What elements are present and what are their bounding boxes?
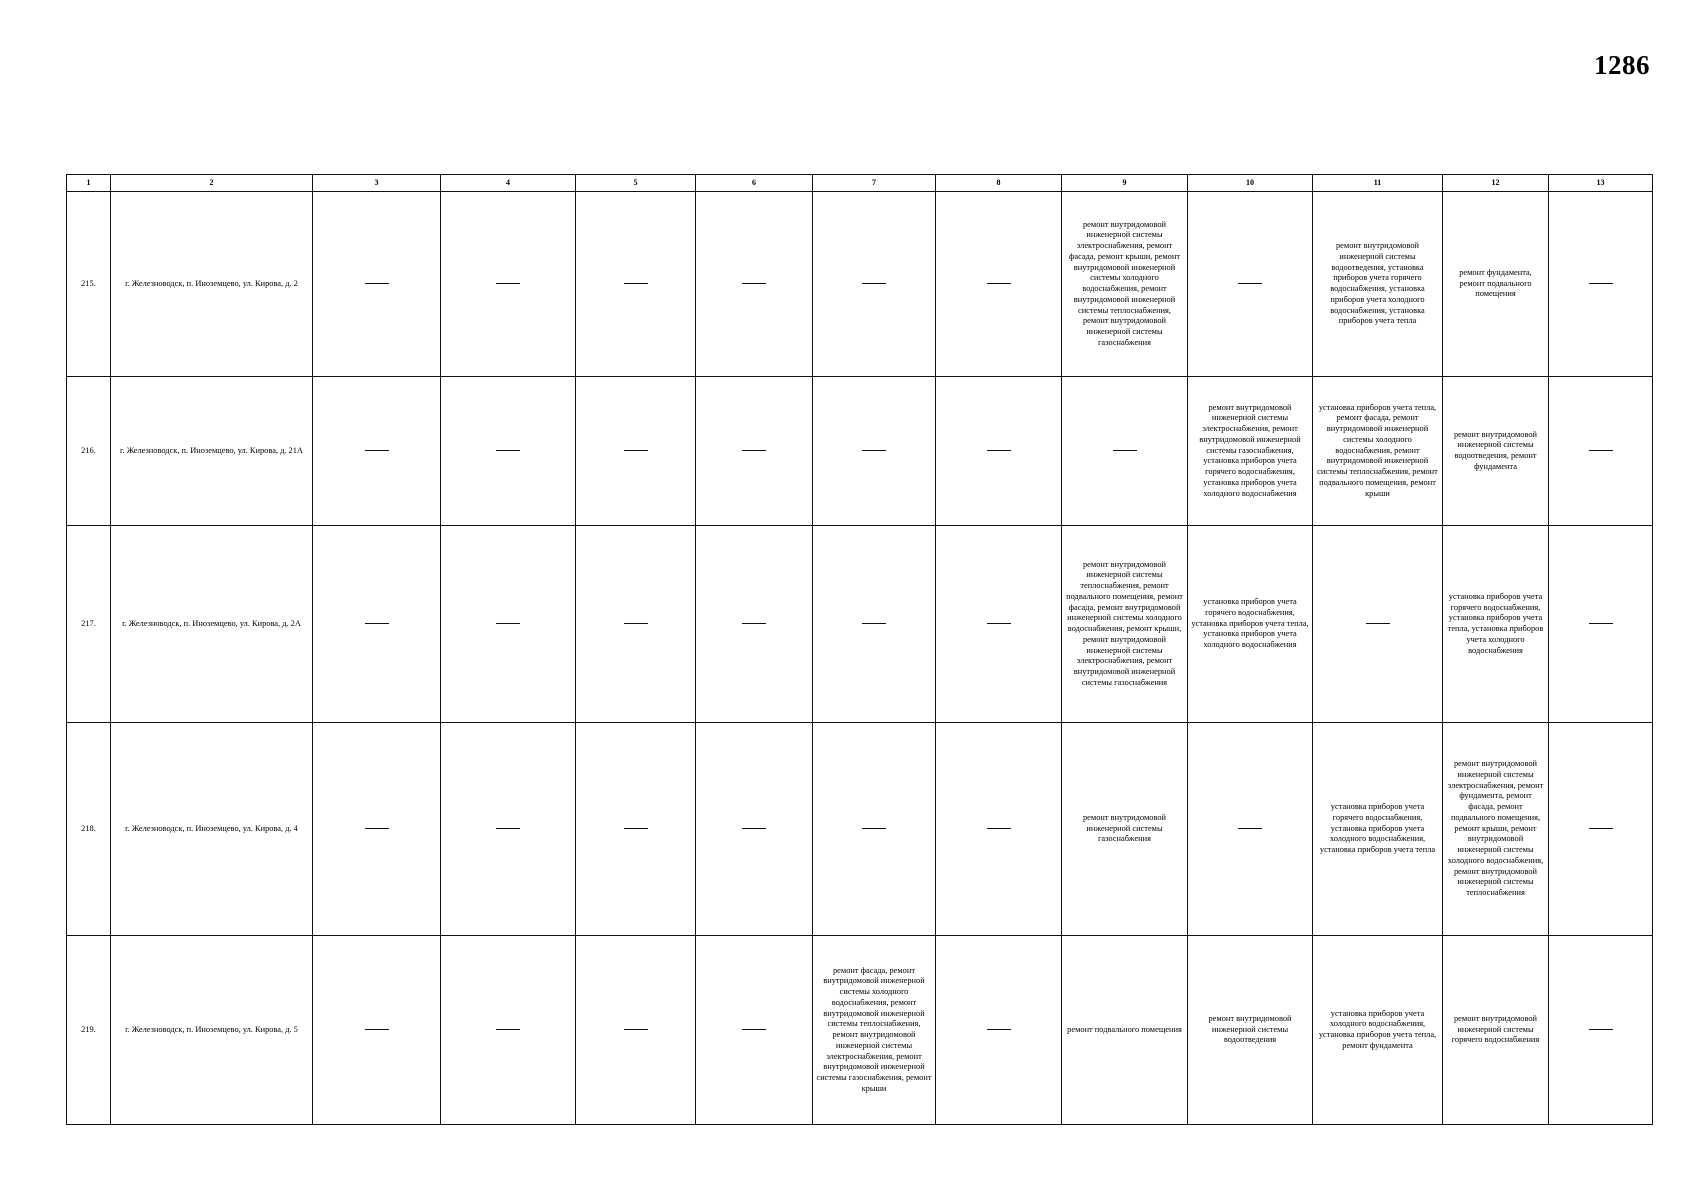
column-header-13: 13 bbox=[1549, 175, 1653, 192]
dash-mark bbox=[365, 623, 389, 625]
row-number: 217. bbox=[67, 526, 111, 723]
empty-cell bbox=[576, 936, 696, 1125]
empty-cell bbox=[1549, 936, 1653, 1125]
empty-cell bbox=[1549, 723, 1653, 936]
empty-cell bbox=[576, 723, 696, 936]
dash-mark bbox=[742, 623, 766, 625]
dash-mark bbox=[742, 283, 766, 285]
dash-mark bbox=[496, 1029, 520, 1031]
empty-cell bbox=[576, 377, 696, 526]
empty-cell bbox=[313, 526, 441, 723]
dash-mark bbox=[365, 828, 389, 830]
work-description-cell: ремонт внутридомовой инженерной системы электроснабжения, ремонт внутридомовой инженерной системы газоснабжения, установка приборов учета горячего водоснабжения, установка приборов учета холодного водоснабжения bbox=[1188, 377, 1313, 526]
empty-cell bbox=[1549, 377, 1653, 526]
address-cell: г. Железноводск, п. Иноземцево, ул. Кирова, д. 2 bbox=[111, 192, 313, 377]
work-description-cell: ремонт фундамента, ремонт подвального помещения bbox=[1443, 192, 1549, 377]
address-cell: г. Железноводск, п. Иноземцево, ул. Кирова, д. 21А bbox=[111, 377, 313, 526]
header-row bbox=[67, 175, 1653, 192]
work-description-cell: ремонт внутридомовой инженерной системы теплоснабжения, ремонт подвального помещения, ремонт фасада, ремонт внутридомовой инженерной системы холодного водоснабжения, ремонт крыши, ремонт внутридомовой инженерной системы электроснабжения, ремонт внутридомовой инженерной системы газоснабжения bbox=[1062, 526, 1188, 723]
dash-mark bbox=[496, 283, 520, 285]
empty-cell bbox=[813, 377, 936, 526]
dash-mark bbox=[987, 450, 1011, 452]
empty-cell bbox=[813, 723, 936, 936]
dash-mark bbox=[862, 623, 886, 625]
empty-cell bbox=[1188, 723, 1313, 936]
dash-mark bbox=[862, 828, 886, 830]
empty-cell bbox=[576, 526, 696, 723]
column-header-4: 4 bbox=[441, 175, 576, 192]
empty-cell bbox=[813, 526, 936, 723]
capital-repair-table bbox=[66, 174, 1653, 1125]
empty-cell bbox=[696, 526, 813, 723]
empty-cell bbox=[441, 526, 576, 723]
empty-cell bbox=[936, 936, 1062, 1125]
empty-cell bbox=[313, 723, 441, 936]
work-description-cell: ремонт внутридомовой инженерной системы электроснабжения, ремонт фасада, ремонт крыши, ремонт внутридомовой инженерной системы холодного водоснабжения, ремонт внутридомовой инженерной системы теплоснабжения, ремонт внутридомовой инженерной системы газоснабжения bbox=[1062, 192, 1188, 377]
column-header-2: 2 bbox=[111, 175, 313, 192]
dash-mark bbox=[987, 283, 1011, 285]
work-description-cell: ремонт внутридомовой инженерной системы водоотведения, установка приборов учета горячего водоснабжения, установка приборов учета холодного водоснабжения, установка приборов учета тепла bbox=[1313, 192, 1443, 377]
dash-mark bbox=[1366, 623, 1390, 625]
empty-cell bbox=[1313, 526, 1443, 723]
dash-mark bbox=[1589, 623, 1613, 625]
dash-mark bbox=[1589, 450, 1613, 452]
dash-mark bbox=[1238, 828, 1262, 830]
empty-cell bbox=[936, 377, 1062, 526]
empty-cell bbox=[441, 192, 576, 377]
work-description-cell: ремонт внутридомовой инженерной системы газоснабжения bbox=[1062, 723, 1188, 936]
empty-cell bbox=[696, 192, 813, 377]
dash-mark bbox=[624, 450, 648, 452]
dash-mark bbox=[1113, 450, 1137, 452]
dash-mark bbox=[987, 623, 1011, 625]
dash-mark bbox=[862, 450, 886, 452]
empty-cell bbox=[441, 377, 576, 526]
dash-mark bbox=[624, 1029, 648, 1031]
empty-cell bbox=[313, 377, 441, 526]
address-cell: г. Железноводск, п. Иноземцево, ул. Кирова, д. 2А bbox=[111, 526, 313, 723]
dash-mark bbox=[624, 623, 648, 625]
dash-mark bbox=[987, 828, 1011, 830]
empty-cell bbox=[1062, 377, 1188, 526]
work-description-cell: ремонт фасада, ремонт внутридомовой инженерной системы холодного водоснабжения, ремонт внутридомовой инженерной системы теплоснабжения, ремонт внутридомовой инженерной системы электроснабжения, ремонт внутридомовой инженерной системы газоснабжения, ремонт крыши bbox=[813, 936, 936, 1125]
table-row bbox=[67, 192, 1653, 377]
column-header-5: 5 bbox=[576, 175, 696, 192]
dash-mark bbox=[742, 828, 766, 830]
page-number: 1286 bbox=[1594, 50, 1650, 80]
empty-cell bbox=[313, 936, 441, 1125]
empty-cell bbox=[696, 723, 813, 936]
row-number: 219. bbox=[67, 936, 111, 1125]
empty-cell bbox=[696, 936, 813, 1125]
empty-cell bbox=[1549, 192, 1653, 377]
work-description-cell: ремонт внутридомовой инженерной системы водоотведения, ремонт фундамента bbox=[1443, 377, 1549, 526]
row-number: 215. bbox=[67, 192, 111, 377]
column-header-8: 8 bbox=[936, 175, 1062, 192]
row-number: 218. bbox=[67, 723, 111, 936]
dash-mark bbox=[496, 623, 520, 625]
work-description-cell: установка приборов учета горячего водоснабжения, установка приборов учета тепла, установка приборов учета холодного водоснабжения bbox=[1443, 526, 1549, 723]
column-header-12: 12 bbox=[1443, 175, 1549, 192]
dash-mark bbox=[1589, 283, 1613, 285]
dash-mark bbox=[742, 450, 766, 452]
dash-mark bbox=[742, 1029, 766, 1031]
table-row bbox=[67, 377, 1653, 526]
dash-mark bbox=[987, 1029, 1011, 1031]
table-row bbox=[67, 936, 1653, 1125]
column-header-1: 1 bbox=[67, 175, 111, 192]
empty-cell bbox=[696, 377, 813, 526]
table-row bbox=[67, 723, 1653, 936]
dash-mark bbox=[624, 828, 648, 830]
empty-cell bbox=[441, 723, 576, 936]
empty-cell bbox=[936, 723, 1062, 936]
dash-mark bbox=[365, 283, 389, 285]
work-description-cell: установка приборов учета холодного водоснабжения, установка приборов учета тепла, ремонт фундамента bbox=[1313, 936, 1443, 1125]
work-description-cell: установка приборов учета тепла, ремонт фасада, ремонт внутридомовой инженерной системы холодного водоснабжения, ремонт внутридомовой инженерной системы теплоснабжения, ремонт подвального помещения, ремонт крыши bbox=[1313, 377, 1443, 526]
work-description-cell: ремонт внутридомовой инженерной системы водоотведения bbox=[1188, 936, 1313, 1125]
dash-mark bbox=[624, 283, 648, 285]
column-header-7: 7 bbox=[813, 175, 936, 192]
dash-mark bbox=[862, 283, 886, 285]
column-header-10: 10 bbox=[1188, 175, 1313, 192]
empty-cell bbox=[1188, 192, 1313, 377]
column-header-9: 9 bbox=[1062, 175, 1188, 192]
work-description-cell: ремонт внутридомовой инженерной системы горячего водоснабжения bbox=[1443, 936, 1549, 1125]
dash-mark bbox=[496, 450, 520, 452]
empty-cell bbox=[936, 192, 1062, 377]
dash-mark bbox=[1589, 828, 1613, 830]
column-header-6: 6 bbox=[696, 175, 813, 192]
row-number: 216. bbox=[67, 377, 111, 526]
empty-cell bbox=[441, 936, 576, 1125]
work-description-cell: установка приборов учета горячего водоснабжения, установка приборов учета холодного водоснабжения, установка приборов учета тепла bbox=[1313, 723, 1443, 936]
address-cell: г. Железноводск, п. Иноземцево, ул. Кирова, д. 4 bbox=[111, 723, 313, 936]
empty-cell bbox=[313, 192, 441, 377]
dash-mark bbox=[1238, 283, 1262, 285]
dash-mark bbox=[365, 450, 389, 452]
empty-cell bbox=[813, 192, 936, 377]
dash-mark bbox=[1589, 1029, 1613, 1031]
work-description-cell: установка приборов учета горячего водоснабжения, установка приборов учета тепла, установка приборов учета холодного водоснабжения bbox=[1188, 526, 1313, 723]
column-header-3: 3 bbox=[313, 175, 441, 192]
empty-cell bbox=[936, 526, 1062, 723]
column-header-11: 11 bbox=[1313, 175, 1443, 192]
address-cell: г. Железноводск, п. Иноземцево, ул. Кирова, д. 5 bbox=[111, 936, 313, 1125]
work-description-cell: ремонт подвального помещения bbox=[1062, 936, 1188, 1125]
empty-cell bbox=[576, 192, 696, 377]
table-row bbox=[67, 526, 1653, 723]
dash-mark bbox=[365, 1029, 389, 1031]
empty-cell bbox=[1549, 526, 1653, 723]
dash-mark bbox=[496, 828, 520, 830]
work-description-cell: ремонт внутридомовой инженерной системы электроснабжения, ремонт фундамента, ремонт фасада, ремонт подвального помещения, ремонт крыши, ремонт внутридомовой инженерной системы холодного водоснабжения, ремонт внутридомовой инженерной системы теплоснабжения bbox=[1443, 723, 1549, 936]
